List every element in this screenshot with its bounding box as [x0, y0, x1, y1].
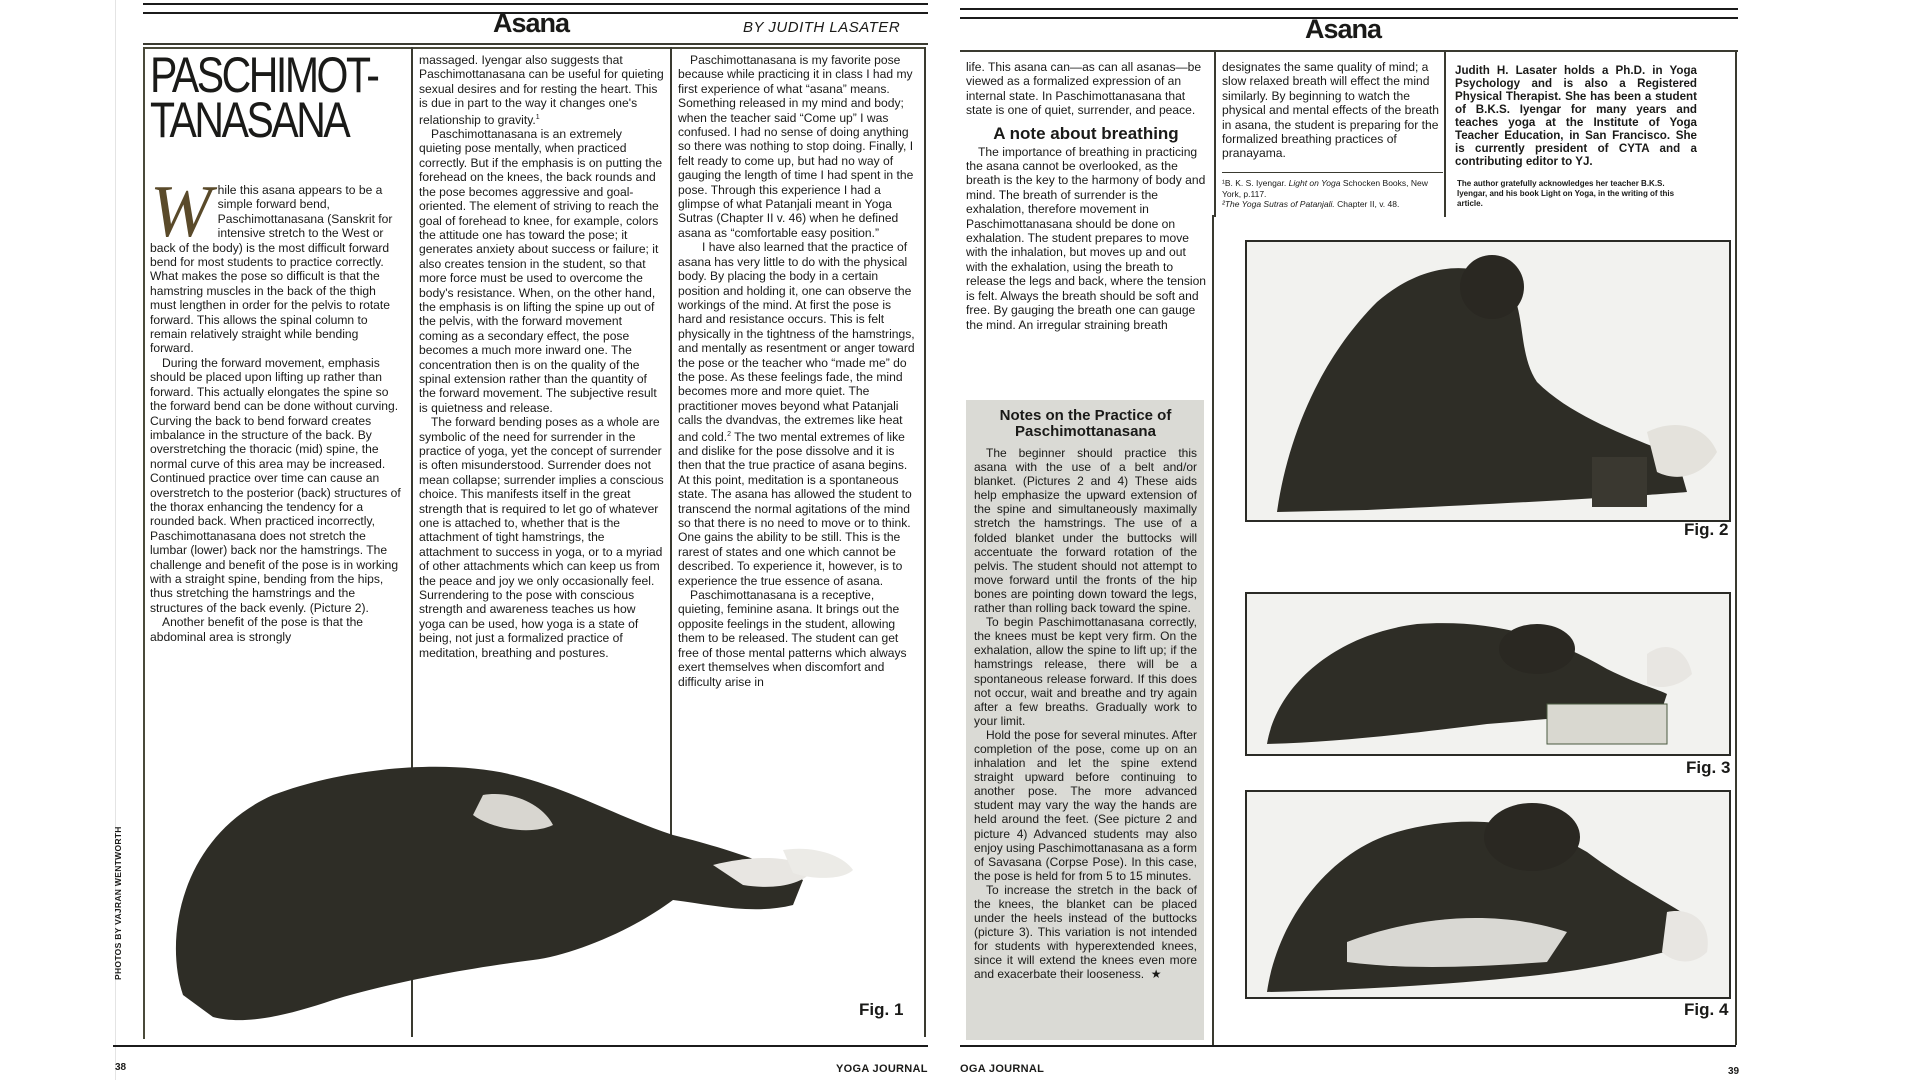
footer-rule	[113, 1045, 928, 1047]
section-title: Asana	[493, 8, 570, 38]
paragraph: Paschimottanasana is a receptive, quieting, feminine asana. It brings out the opposite feelings in the student, allowing them to be released. The student can get free of those mental patterns which always exert themselves when discomfort and difficulty arise in	[678, 588, 907, 689]
footer-rule	[960, 1045, 1736, 1047]
star-icon: ★	[1150, 967, 1162, 982]
article-title-line2: TANASANA	[150, 92, 349, 148]
header-rule	[143, 43, 928, 45]
column-divider	[670, 47, 672, 837]
header-rule	[960, 50, 1738, 52]
paragraph: Hold the pose for several minutes. After completion of the pose, come up on an inhalation and let the spine extend straight upward before continuing to another pose. The more advanced student may vary the way the hands are held around the feet. (See picture 2 and picture 4) Advanced students may also enjoy using Paschimottanasana as a form of Savasana (Corpse Pose). In this case, the pose is held for from 5 to 15 minutes.	[974, 727, 1197, 883]
paragraph: Another benefit of the pose is that the abdominal area is strongly	[150, 615, 364, 644]
paragraph: life. This asana can—as can all asanas—be viewed as a formalized expression of an internal state. In Paschimottanasana that state is one of quiet, surrender, and peace.	[966, 60, 1202, 118]
page-number: 39	[1728, 1066, 1740, 1077]
footer-magazine-name: YOGA JOURNAL	[836, 1063, 928, 1075]
figure-1-photo	[153, 755, 923, 1035]
column-divider	[1214, 52, 1216, 217]
footer-magazine-name: OGA JOURNAL	[960, 1063, 1045, 1075]
paragraph: I have also learned that the practice of asana has very little to do with the physical body. By placing the body in a certain position and holding it, one can observe the workings of the mind. At first the pose is hard and resistance occurs. This is felt physically in the tightness of the hamstrings, and mentally as resentment or anger toward the pose or the teacher who “made me” do the pose. As these feelings fade, the mind becomes more and more quiet. The practitioner moves beyond what Patanjali calls the dvandvas, the extremes like heat and cold.$^2$ The two mental extremes of like and dislike for the pose dissolve and it is then that the true practice of asana begins. At this point, meditation is a spontaneous state. The asana has allowed the student to transcend the normal agitations of the mind so that there is no need to move or to think. One gains the ability to be still. This is the rarest of states and one which cannot be described. To experience it, however, is to experience the true essence of asana.	[678, 240, 915, 588]
paragraph: Paschimottanasana is my favorite pose because while practicing it in class I had my first experience of what “asana” means. Something released in my mind and body; when the teacher said “Come up” I was confused. I had no sense of doing anything so there was nothing to stop doing. Finally, I felt ready to come up, but had no way of gauging the length of time I had spent in the pose. Through this experience I had a glimpse of what Patanjali meant in Yoga Sutras (Chapter II v. 46) when he defined asana as “comfortable easy position.”	[678, 53, 914, 240]
column-1	[150, 171, 405, 644]
column-1	[966, 60, 1206, 332]
column-divider	[1444, 52, 1446, 217]
page-number: 38	[115, 1062, 127, 1073]
acknowledgement: The author gratefully acknowledges her teacher B.K.S. Iyengar, and his book Light on Yoga, in the writing of this article.	[1457, 179, 1675, 208]
figure-4-label: Fig. 4	[1684, 1000, 1729, 1019]
section-title: Asana	[1305, 14, 1382, 44]
footnote-rule	[1222, 172, 1443, 173]
figure-3-label: Fig. 3	[1686, 758, 1731, 777]
figure-1-label: Fig. 1	[859, 1000, 904, 1019]
figure-2-photo	[1245, 240, 1731, 522]
paragraph: To begin Paschimottanasana correctly, the knees must be kept very firm. On the exhalation, allow the spine to lift up; if the hamstrings release, there will be a spontaneous release forward. If this does not occur, wait and breathe and try again after a few breaths. Gradually work to your limit.	[974, 615, 1197, 728]
article-title	[150, 47, 378, 148]
footnotes	[1222, 178, 1442, 210]
column-2	[419, 53, 664, 660]
article-title-line1: PASCHIMOT-	[150, 47, 378, 103]
paragraph: During the forward movement, emphasis should be placed upon lifting up rather than forward. This actually elongates the spine so the forward bend can be done without curving. Curving the back to bend forward creates imbalance in the structure of the back. By overstretching the thoracic (mid) spine, the normal curve of this area may be increased. Continued practice over time can cause an overstretch to the posterior (back) structures of the thorax enhancing the tendency for a rounded back. When practiced incorrectly, Paschimottanasana does not stretch the lumbar (lower) back nor the hamstrings. The challenge and benefit of the pose is in working with a straight spine, bending from the hips, thus stretching the hamstrings and the structures of the back evenly. (Picture 2).	[150, 355, 401, 615]
notes-sidebar	[966, 400, 1204, 1040]
byline: BY JUDITH LASATER	[743, 19, 901, 36]
paragraph: The forward bending poses as a whole are symbolic of the need for surrender in the practice of yoga, yet the concept of surrender is often misunderstood. Surrender does not mean collapse; surrender implies a conscious choice. This manifests itself in the great strength that is required to let go of whatever one is attached to, whether that is the attachment of tight hamstrings, the attachment to success in yoga, or to a myriad of other attachments which can keep us from the peace and joy we only occasionally feel. Surrendering to the pose with conscious strength and awareness teaches us how yoga can be used, how yoga is a state of being, not just a formalized practice of meditation, breathing and postures.	[419, 415, 664, 660]
column-divider	[1212, 215, 1214, 1045]
left-page	[113, 0, 928, 1080]
column-3	[678, 53, 918, 689]
paragraph: The importance of breathing in practicing the asana cannot be overlooked, as the breath is the key to the harmony of body and mind. The breath of surrender is the exhalation, therefore movement in Paschimottanasana should be done on exhalation. The student prepares to move with the inhalation, but moves up and out with the exhalation, using the breath to release the legs and back, where the tension is felt. Always the breath should be soft and free. By gauging the breath one can gauge the mind. An irregular straining breath	[966, 144, 1207, 332]
paragraph: To increase the stretch in the back of the knees, the blanket can be placed under the heels instead of the buttocks (picture 3). This variation is not intended for students with hyperextended knees, since it will extend the knees even more and exacerbate their looseness. ★	[974, 882, 1197, 982]
footnote-2: ²The Yoga Sutras of Patanjali. Chapter II, v. 48.	[1222, 199, 1400, 209]
paragraph: designates the same quality of mind; a slow relaxed breath will effect the mind similarly. By beginning to watch the physical and mental effects of the breath in asana, the student is preparing for the formalized breathing practices of pranayama.	[1222, 60, 1439, 161]
page-frame-right	[1735, 52, 1737, 1045]
photo-credit: PHOTOS BY VAJRAN WENTWORTH	[113, 826, 123, 980]
column-divider	[924, 47, 926, 1037]
figure-2-label: Fig. 2	[1684, 520, 1729, 539]
author-bio: Judith H. Lasater holds a Ph.D. in Yoga Psychology and is also a Registered Physical Therapist. She has been a student of B.K.S. Iyengar for many years and teaches yoga at the Institute of Yoga Teacher Education, in San Francisco. She is currently president of CYTA and a contributing editor to YJ.	[1455, 64, 1697, 168]
drop-cap: W	[150, 171, 212, 253]
paragraph: massaged. Iyengar also suggests that Paschimottanasana can be useful for quieting sexual desires and for resting the heart. This is due in part to the way it changes one's relationship to gravity.$^1$	[419, 53, 664, 127]
subheading-breathing: A note about breathing	[993, 123, 1179, 143]
footnote-1: ¹B. K. S. Iyengar. Light on Yoga Schocken Books, New York, p.117.	[1222, 178, 1428, 199]
paragraph: The beginner should practice this asana with the use of a belt and/or blanket. (Pictures 2 and 4) These aids help emphasize the upward extension of the spine and simultaneously maximally stretch the hamstrings. The use of a folded blanket under the buttocks will accentuate the forward rotation of the pelvis. The student should not attempt to move forward until the fronts of the hip bones are pointing down toward the legs, rather than rolling back toward the spine.	[974, 446, 1197, 616]
column-2	[1222, 60, 1442, 161]
right-page	[960, 0, 1738, 1080]
paragraph: Paschimottanasana is an extremely quieting pose mentally, when practiced correctly. But if the emphasis is on putting the forehead on the knees, the back rounds and the pose becomes aggressive and goal-oriented. The element of striving to reach the goal of forehead to knee, for example, colors the attitude one has toward the pose; it generates anxiety about success or failure; it also creates tension in the student, so that more force must be used to overcome the body's resistance. When, on the other hand, the emphasis is on lifting the spine up out of the pelvis, with the forward movement coming as a secondary effect, the pose becomes a much more inward one. The concentration then is on the quality of the spinal extension rather than the quantity of the forward movement. The subjective result is quietness and release.	[419, 127, 663, 415]
paragraph: While this asana appears to be a simple forward bend, Paschimottanasana (Sanskrit for intensive stretch to the West or back of the body) is the most difficult forward bend for most students to practice correctly. What makes the pose so difficult is that the hamstring muscles in the back of the thigh must lengthen in order for the pelvis to rotate forward. This allows the spinal column to remain relatively straight while bending forward.	[150, 171, 393, 356]
figure-3-photo	[1245, 592, 1731, 756]
notes-title: Notes on the Practice of Paschimottanasana	[999, 407, 1172, 440]
figure-4-photo	[1245, 790, 1731, 999]
